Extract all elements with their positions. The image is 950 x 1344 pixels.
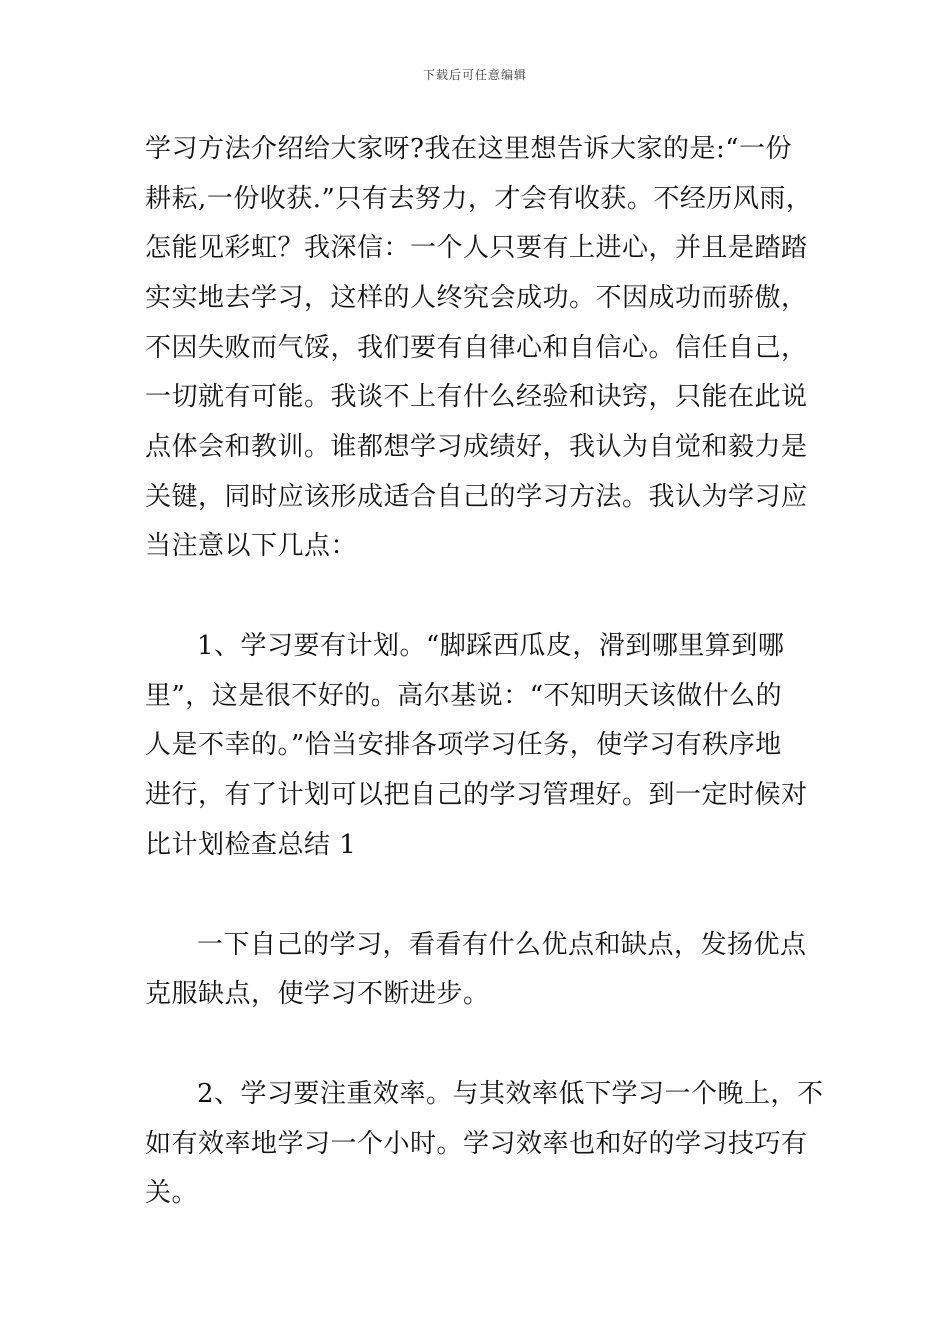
paragraph-1-line-7: 点体会和教训。谁都想学习成绩好，我认为自觉和毅力是 [145,432,808,462]
paragraph-2-line-4: 进行，有了计划可以把自己的学习管理好。到一定时候对 [145,780,808,810]
paragraph-4-line-1: 2、学习要注重效率。与其效率低下学习一个晚上，不 [197,1079,824,1109]
paragraph-2-line-1: 1、学习要有计划。“脚踩西瓜皮，滑到哪里算到哪 [197,631,785,661]
paragraph-2-line-2: 里”，这是很不好的。高尔基说：“不知明天该做什么的 [145,681,783,711]
paragraph-4-line-3: 关。 [145,1178,199,1208]
paragraph-1-line-4: 实实地去学习，这样的人终究会成功。不因成功而骄傲， [145,283,808,313]
paragraph-1-line-6: 一切就有可能。我谈不上有什么经验和诀窍，只能在此说 [145,382,808,412]
paragraph-1-line-8: 关键，同时应该形成适合自己的学习方法。我认为学习应 [145,482,808,512]
paragraph-1-line-1: 学习方法介绍给大家呀?我在这里想告诉大家的是:“一份 [145,134,792,164]
paragraph-2-line-5: 比计划检查总结 1 [145,830,357,860]
paragraph-1-line-9: 当注意以下几点： [145,531,358,561]
paragraph-2-line-3: 人是不幸的。”恰当安排各项学习任务，使学习有秩序地 [145,730,782,760]
paragraph-1-line-5: 不因失败而气馁，我们要有自律心和自信心。信任自己， [145,333,808,363]
paragraph-4-line-2: 如有效率地学习一个小时。学习效率也和好的学习技巧有 [145,1129,808,1159]
paragraph-3-line-2: 克服缺点，使学习不断进步。 [145,979,490,1009]
paragraph-1-line-2: 耕耘,一份收获.”只有去努力，才会有收获。不经历风雨， [145,184,813,214]
paragraph-1-line-3: 怎能见彩虹？我深信：一个人只要有上进心，并且是踏踏 [145,233,808,263]
paragraph-3-line-1: 一下自己的学习，看看有什么优点和缺点，发扬优点 [197,930,807,960]
page-header-note: 下载后可任意编辑 [422,68,527,82]
